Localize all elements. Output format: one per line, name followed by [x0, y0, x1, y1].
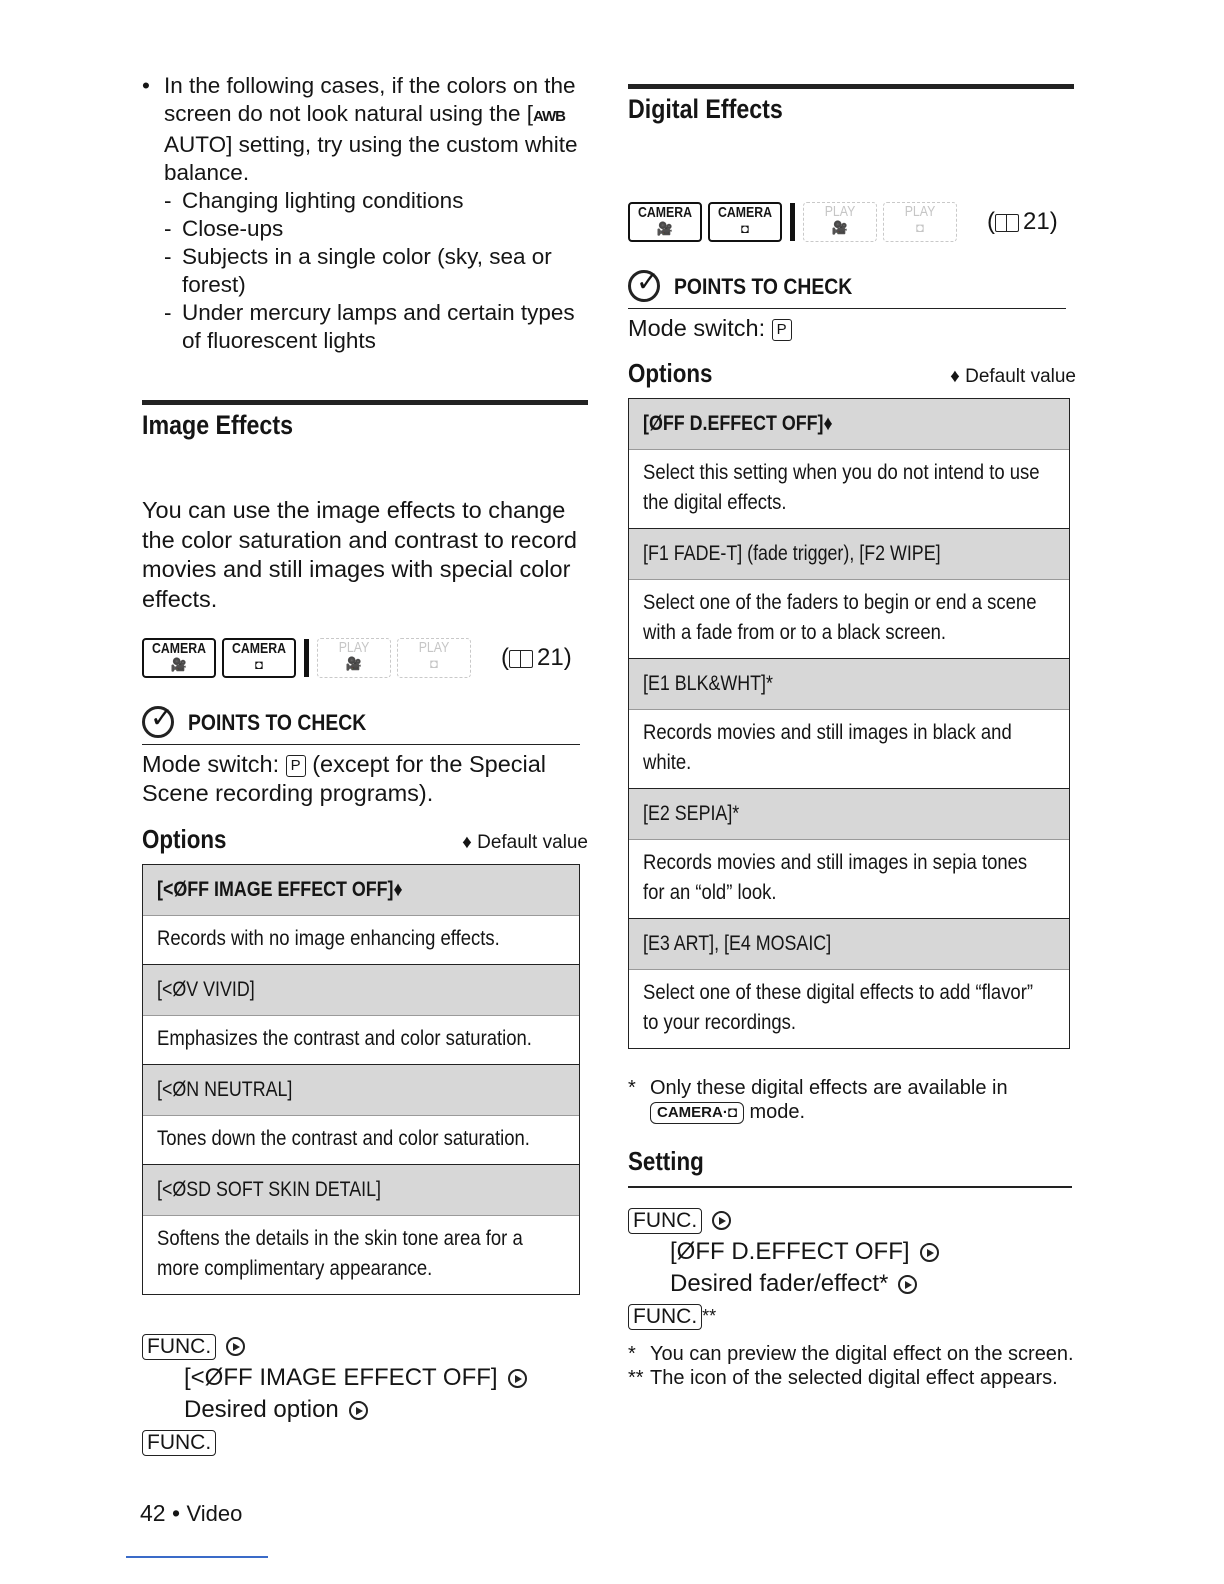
- options-label: Options: [628, 358, 713, 388]
- options-header: [142, 824, 588, 860]
- footer-section: Video: [186, 1501, 243, 1526]
- step-text: [ØFF D.EFFECT OFF]: [670, 1238, 910, 1265]
- step-text: Desired fader/effect*: [670, 1270, 889, 1297]
- option-name: [F1 FADE-T] (fade trigger), [F2 WIPE]: [629, 529, 1069, 580]
- option-row: [143, 965, 579, 1065]
- option-description: Softens the details in the skin tone area for a more complimentary appearance.: [157, 1227, 523, 1280]
- option-name: [<ØN NEUTRAL]: [143, 1065, 579, 1116]
- camera-photo-mode-icon: CAMERA ◘: [708, 202, 782, 242]
- points-to-check-label: POINTS TO CHECK: [188, 710, 367, 735]
- mode-switch-note: Mode switch: P: [628, 314, 792, 343]
- option-description: Records movies and still images in black and white.: [643, 721, 1012, 774]
- page-reference: ( 21): [987, 208, 1058, 235]
- option-description: Tones down the contrast and color saturation.: [157, 1127, 530, 1150]
- bullet-dot: •: [142, 73, 150, 98]
- mode-icons: [628, 200, 1058, 244]
- option-row: [629, 529, 1069, 659]
- section-title-digital-effects: Digital Effects: [628, 94, 783, 124]
- func-button-icon: FUNC.: [142, 1430, 216, 1456]
- play-movie-mode-icon: PLAY 🎥: [317, 638, 391, 678]
- option-row: [629, 919, 1069, 1048]
- bottom-accent-line: [126, 1556, 268, 1558]
- mode-separator: [790, 203, 795, 241]
- option-name: [<ØV VIVID]: [143, 965, 579, 1016]
- checkmark-icon: [142, 706, 174, 738]
- bracket: [: [526, 101, 534, 126]
- option-description: Select one of these digital effects to add “flavor” to your recordings.: [643, 981, 1034, 1034]
- arrow-icon: [349, 1401, 368, 1420]
- section-rule: [628, 84, 1074, 89]
- arrow-icon: [226, 1337, 245, 1356]
- availability-note: * Only these digital effects are available in CAMERA·◘ mode.: [628, 1077, 1008, 1123]
- condition-list: [142, 187, 588, 355]
- footnote: ** The icon of the selected digital effect appears.: [628, 1367, 1058, 1389]
- program-mode-icon: P: [772, 319, 792, 341]
- book-icon: [509, 650, 533, 668]
- page-number: 42: [140, 1500, 166, 1526]
- option-row: [629, 789, 1069, 919]
- intro-text-cont: AUTO] setting, try using the custom white balance.: [164, 132, 578, 185]
- step-text: Desired option: [184, 1396, 339, 1423]
- footer-separator: •: [171, 1500, 181, 1526]
- arrow-icon: [898, 1275, 917, 1294]
- option-description: Emphasizes the contrast and color saturation.: [157, 1027, 532, 1050]
- procedure-steps: [142, 1330, 527, 1458]
- mode-switch-note: Mode switch: P (except for the Special Scene recording programs).: [142, 751, 547, 806]
- procedure-steps: FUNC. [ØFF D.EFFECT OFF] Desired fader/effect* FUNC. **: [628, 1204, 939, 1332]
- func-button-icon: FUNC.: [628, 1304, 702, 1330]
- list-item: - Subjects in a single color (sky, sea or forest): [164, 243, 588, 299]
- arrow-icon: [920, 1243, 939, 1262]
- list-item: - Under mercury lamps and certain types of fluorescent lights: [164, 299, 588, 355]
- camera-photo-tag: CAMERA·◘: [650, 1102, 744, 1124]
- section-description: You can use the image effects to change the color saturation and contrast to record movies and still images with special color effects.: [142, 497, 577, 612]
- option-name: [E2 SEPIA]*: [629, 789, 1069, 840]
- option-name: [E1 BLK&WHT]*: [629, 659, 1069, 710]
- camera-photo-mode-icon: CAMERA ◘: [222, 638, 296, 678]
- footnote: * You can preview the digital effect on the screen.: [628, 1343, 1074, 1365]
- option-row: [143, 1165, 579, 1294]
- arrow-icon: [508, 1369, 527, 1388]
- play-movie-mode-icon: PLAY 🎥: [803, 202, 877, 242]
- mode-icons: [142, 636, 572, 680]
- option-row: [143, 865, 579, 965]
- option-row: [143, 1065, 579, 1165]
- option-description: Records movies and still images in sepia tones for an “old” look.: [643, 851, 1028, 904]
- default-value-legend: ♦ Default value: [950, 366, 1076, 387]
- list-item: - Close-ups: [164, 215, 588, 243]
- mode-separator: [304, 639, 309, 677]
- camera-movie-mode-icon: CAMERA 🎥: [142, 638, 216, 678]
- default-value-legend: ♦ Default value: [462, 832, 588, 853]
- setting-label: Setting: [628, 1146, 704, 1176]
- book-icon: [995, 214, 1019, 232]
- section-rule: [142, 400, 588, 405]
- intro-bullet: [142, 72, 588, 355]
- white-balance-icon: AWB: [533, 108, 566, 125]
- checkmark-icon: [628, 270, 660, 302]
- image-effects-options-table: [142, 864, 580, 1295]
- footnotes: [628, 1342, 1074, 1390]
- play-photo-mode-icon: PLAY ◘: [883, 202, 957, 242]
- func-button-icon: FUNC.: [142, 1334, 216, 1360]
- camera-movie-mode-icon: CAMERA 🎥: [628, 202, 702, 242]
- intro-text: In the following cases, if the colors on the screen do not look natural using the: [164, 73, 576, 126]
- section-title-image-effects: Image Effects: [142, 410, 293, 440]
- option-name: [<ØSD SOFT SKIN DETAIL]: [143, 1165, 579, 1216]
- step-text: [<ØFF IMAGE EFFECT OFF]: [184, 1364, 498, 1391]
- points-to-check: [142, 704, 580, 745]
- option-name: [ØFF D.EFFECT OFF]♦: [629, 399, 1069, 450]
- points-to-check: [628, 268, 1066, 309]
- page-footer: [140, 1500, 242, 1527]
- list-item: - Changing lighting conditions: [164, 187, 588, 215]
- option-name: [<ØFF IMAGE EFFECT OFF]♦: [143, 865, 579, 916]
- options-header: [628, 358, 1076, 394]
- program-mode-icon: P: [286, 755, 306, 777]
- option-name: [E3 ART], [E4 MOSAIC]: [629, 919, 1069, 970]
- page-reference: ( 21): [501, 644, 572, 671]
- digital-effects-options-table: [628, 398, 1070, 1049]
- play-photo-mode-icon: PLAY ◘: [397, 638, 471, 678]
- arrow-icon: [712, 1211, 731, 1230]
- points-to-check-label: POINTS TO CHECK: [674, 274, 853, 299]
- func-button-icon: FUNC.: [628, 1208, 702, 1234]
- option-description: Select this setting when you do not intend to use the digital effects.: [643, 461, 1040, 514]
- option-row: [629, 399, 1069, 529]
- options-label: Options: [142, 824, 227, 854]
- option-row: [629, 659, 1069, 789]
- option-description: Select one of the faders to begin or end a scene with a fade from or to a black screen.: [643, 591, 1037, 644]
- setting-header: [628, 1146, 1072, 1188]
- option-description: Records with no image enhancing effects.: [157, 927, 500, 950]
